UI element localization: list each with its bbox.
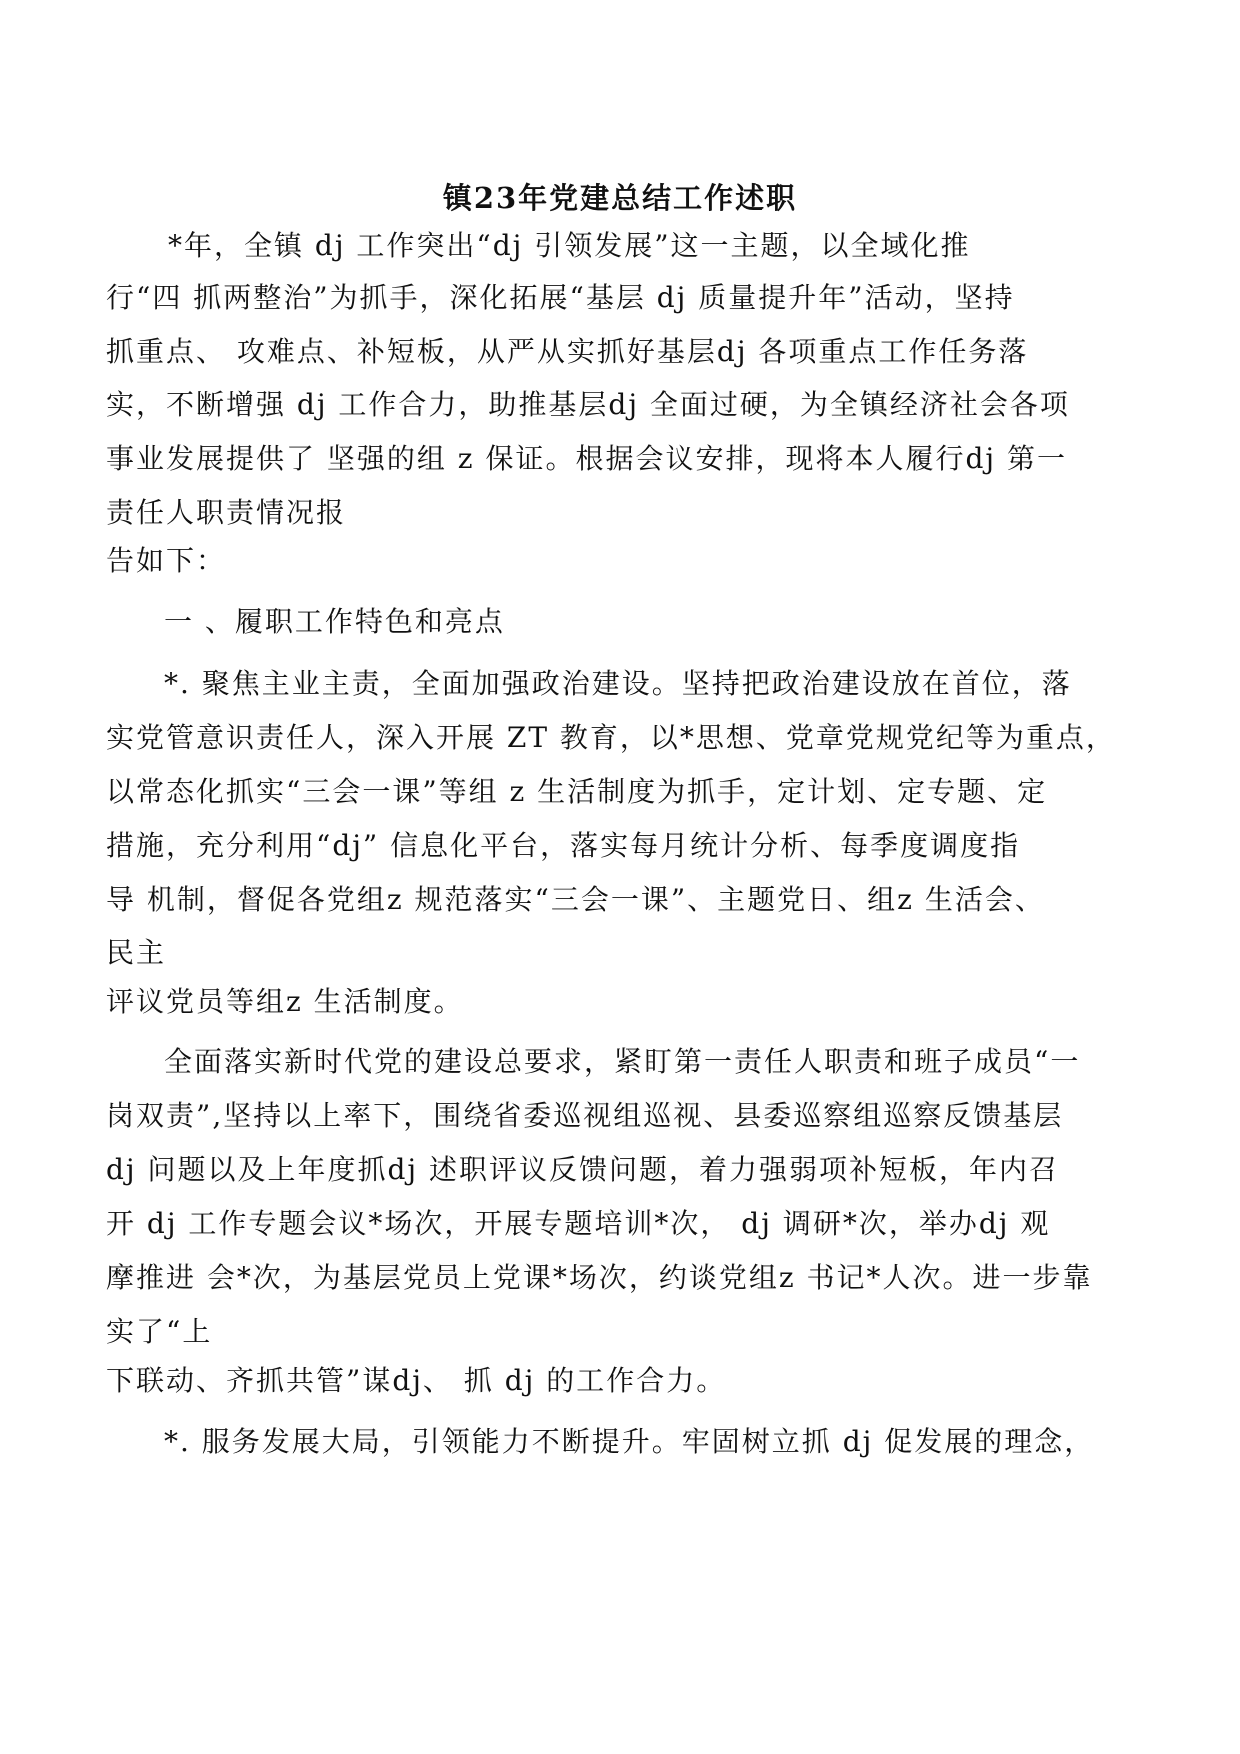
text-line: 民主: [106, 936, 167, 969]
text-line: 措施，充分利用“dj” 信息化平台，落实每月统计分析、每季度调度指: [106, 829, 1021, 862]
document-title: 镇23年党建总结工作述职: [442, 181, 798, 215]
text-line: 岗双责”,坚持以上率下，围绕省委巡视组巡视、县委巡察组巡察反馈基层: [106, 1099, 1064, 1132]
text-line: 开 dj 工作专题会议*场次，开展专题培训*次， dj 调研*次，举办dj 观: [106, 1207, 1051, 1240]
text-line: 实党管意识责任人，深入开展 ZT 教育，以*思想、党章党规党纪等为重点，: [106, 721, 1116, 754]
text-line: *. 服务发展大局，引领能力不断提升。牢固树立抓 dj 促发展的理念，: [164, 1425, 1095, 1458]
text-line: 实，不断增强 dj 工作合力，助推基层dj 全面过硬，为全镇经济社会各项: [106, 388, 1070, 421]
text-line: 事业发展提供了 坚强的组 z 保证。根据会议安排，现将本人履行dj 第一: [106, 442, 1067, 475]
text-line: 评议党员等组z 生活制度。: [106, 985, 464, 1018]
text-line: 责任人职责情况报: [106, 496, 347, 529]
text-line: 抓重点、 攻难点、补短板，从严从实抓好基层dj 各项重点工作任务落: [106, 335, 1029, 368]
text-line: 以常态化抓实“三会一课”等组 z 生活制度为抓手，定计划、定专题、定: [106, 775, 1048, 808]
text-line: 摩推进 会*次，为基层党员上党课*场次，约谈党组z 书记*人次。进一步靠: [106, 1261, 1093, 1294]
section-heading: 一 、履职工作特色和亮点: [164, 605, 505, 638]
text-line: 行“四 抓两整治”为抓手，深化拓展“基层 dj 质量提升年”活动，坚持: [106, 281, 1015, 314]
text-line: 下联动、齐抓共管”谋dj、 抓 dj 的工作合力。: [106, 1364, 727, 1397]
text-line: dj 问题以及上年度抓dj 述职评议反馈问题，着力强弱项补短板，年内召: [106, 1153, 1060, 1186]
text-line: 实了“上: [106, 1315, 213, 1348]
text-line: 全面落实新时代党的建设总要求，紧盯第一责任人职责和班子成员“一: [164, 1045, 1081, 1078]
text-line: *年，全镇 dj 工作突出“dj 引领发展”这一主题，以全域化推: [168, 229, 971, 262]
text-line: 告如下：: [106, 544, 227, 577]
text-line: 导 机制，督促各党组z 规范落实“三会一课”、主题党日、组z 生活会、: [106, 883, 1045, 916]
text-line: *. 聚焦主业主责，全面加强政治建设。坚持把政治建设放在首位，落: [164, 667, 1072, 700]
